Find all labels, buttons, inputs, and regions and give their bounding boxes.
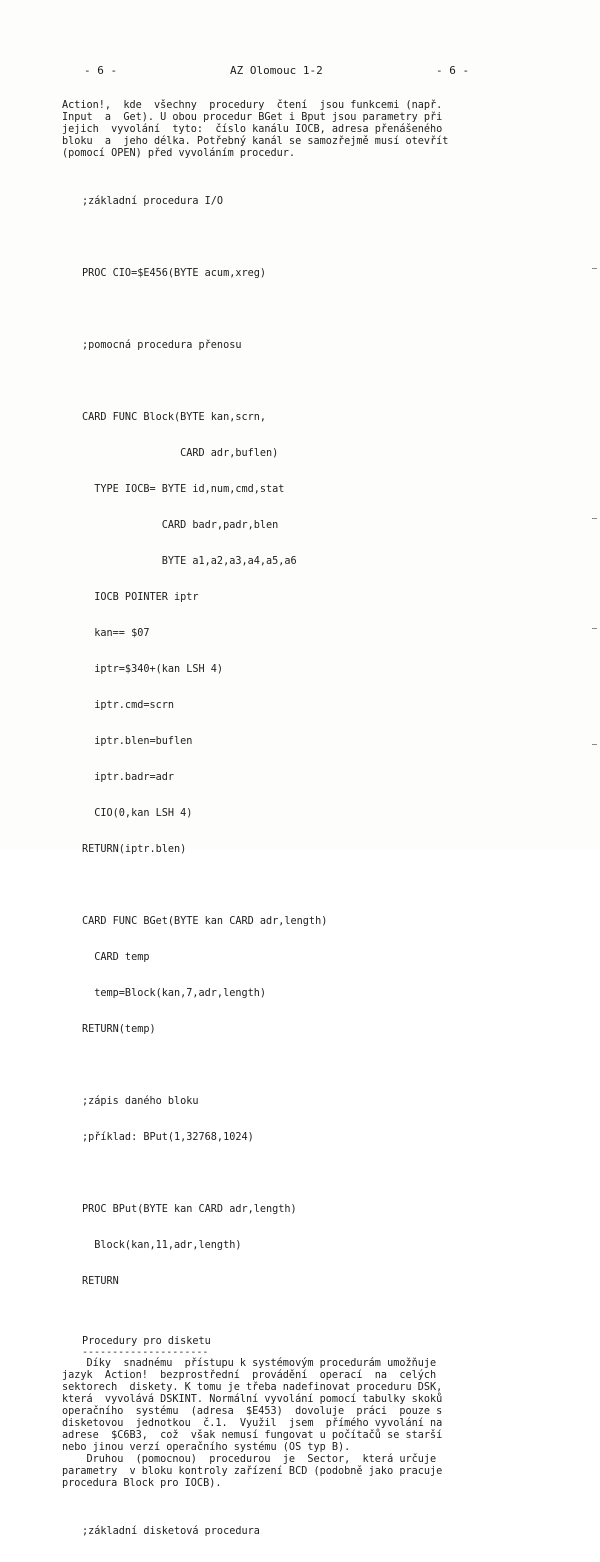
code-proc-cio xyxy=(62,244,522,304)
code-comment-disk xyxy=(62,1502,522,1562)
paragraph-line: sektorech diskety. K tomu je třeba nadefinovat proceduru DSK, xyxy=(62,1382,443,1393)
code-line: Block(kan,11,adr,length) xyxy=(82,1240,242,1251)
comment-basic-io: ;základní procedura I/O xyxy=(82,196,224,207)
code-line: ;zápis daného bloku xyxy=(82,1096,199,1107)
code-line: TYPE IOCB= BYTE id,num,cmd,stat xyxy=(82,484,285,495)
code-bget-function xyxy=(62,892,522,1060)
code-line: CIO(0,kan LSH 4) xyxy=(82,808,193,819)
paragraph-line: Input a Get). U obou procedur BGet i Bput jsou parametry při xyxy=(62,112,443,123)
paragraph-line: jejich vyvolání tyto: číslo kanálu IOCB, adresa přenášeného xyxy=(62,124,443,135)
section-title: Procedury pro disketu xyxy=(82,1336,211,1347)
margin-tick xyxy=(592,268,597,269)
margin-tick xyxy=(592,744,597,745)
code-line: BYTE a1,a2,a3,a4,a5,a6 xyxy=(82,556,297,567)
code-line: CARD adr,buflen) xyxy=(82,448,279,459)
page-header xyxy=(78,64,498,80)
code-line: kan== $07 xyxy=(82,628,150,639)
code-line: CARD FUNC Block(BYTE kan,scrn, xyxy=(82,412,267,423)
code-line: CARD temp xyxy=(82,952,150,963)
code-comment-write xyxy=(62,1072,522,1168)
paragraph-line: Druhou (pomocnou) procedurou je Sector, která určuje xyxy=(62,1454,437,1465)
code-line: RETURN(iptr.blen) xyxy=(82,844,187,855)
paragraph-line: operačního systému (adresa $E453) dovoluje práci pouze s xyxy=(62,1406,443,1417)
code-line: PROC BPut(BYTE kan CARD adr,length) xyxy=(82,1204,297,1215)
disk-paragraph xyxy=(62,1358,522,1490)
paragraph-line: která vyvolává DSKINT. Normální vyvolání pomocí tabulky skoků xyxy=(62,1394,443,1405)
page-number-right: - 6 - xyxy=(436,64,470,77)
paragraph-line: disketovou jednotkou č.1. Využil jsem přímého vyvolání na xyxy=(62,1418,443,1429)
code-line: iptr=$340+(kan LSH 4) xyxy=(82,664,224,675)
code-comment xyxy=(62,316,522,376)
code-block-function xyxy=(62,388,522,880)
proc-cio-line: PROC CIO=$E456(BYTE acum,xreg) xyxy=(82,268,267,279)
code-bput-procedure xyxy=(62,1180,522,1312)
code-line: RETURN(temp) xyxy=(82,1024,156,1035)
code-line: CARD badr,padr,blen xyxy=(82,520,279,531)
code-line: iptr.cmd=scrn xyxy=(82,700,175,711)
page-content xyxy=(62,100,522,1562)
paragraph-line: Action!, kde všechny procedury čtení jsou funkcemi (např. xyxy=(62,100,443,111)
code-line: iptr.badr=adr xyxy=(82,772,175,783)
running-title: AZ Olomouc 1-2 xyxy=(230,64,323,77)
paragraph-line: bloku a jeho délka. Potřebný kanál se samozřejmě musí otevřít xyxy=(62,136,449,147)
paragraph-line: adrese $C6B3, což však nemusí fungovat u počítačů se starší xyxy=(62,1430,443,1441)
margin-tick xyxy=(592,518,597,519)
page-number-left: - 6 - xyxy=(84,64,118,77)
paragraph-line: jazyk Action! bezprostřední provádění operací na celých xyxy=(62,1370,437,1381)
paragraph-line: nebo jinou verzí operačního systému (OS typ B). xyxy=(62,1442,351,1453)
code-line: iptr.blen=buflen xyxy=(82,736,193,747)
code-line: RETURN xyxy=(82,1276,119,1287)
margin-tick xyxy=(592,628,597,629)
paragraph-line: (pomocí OPEN) před vyvoláním procedur. xyxy=(62,148,296,159)
code-line: temp=Block(kan,7,adr,length) xyxy=(82,988,267,999)
code-line: CARD FUNC BGet(BYTE kan CARD adr,length) xyxy=(82,916,328,927)
comment-disk: ;základní disketová procedura xyxy=(82,1526,260,1537)
paragraph-line: Díky snadnému přístupu k systémovým procedurám umožňuje xyxy=(62,1358,437,1369)
code-line: ;příklad: BPut(1,32768,1024) xyxy=(82,1132,254,1143)
section-underline: --------------------- xyxy=(82,1347,209,1358)
paragraph-line: procedura Block pro IOCB). xyxy=(62,1478,222,1489)
intro-paragraph xyxy=(62,100,522,160)
code-comment xyxy=(62,172,522,232)
paragraph-line: parametry v bloku kontroly zařízení BCD (podobně jako pracuje xyxy=(62,1466,443,1477)
comment-helper: ;pomocná procedura přenosu xyxy=(82,340,242,351)
code-line: IOCB POINTER iptr xyxy=(82,592,199,603)
